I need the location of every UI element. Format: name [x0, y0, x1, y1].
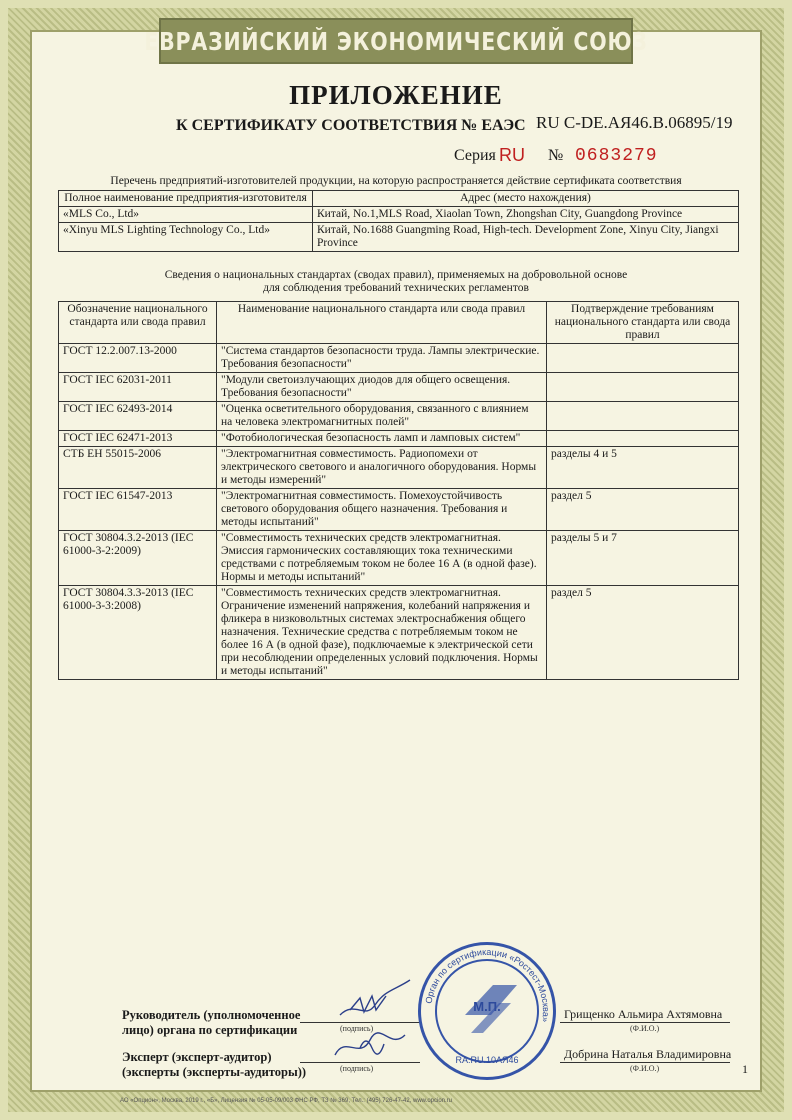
standard-code: СТБ ЕН 55015-2006 — [59, 447, 217, 489]
standard-confirm: разделы 5 и 7 — [547, 531, 739, 586]
table-row — [59, 402, 739, 431]
series-value: RU — [499, 145, 525, 165]
standard-code: ГОСТ IEC 62471-2013 — [59, 431, 217, 447]
standard-name: "Модули светоизлучающих диодов для общего освещения. Требования безопасности" — [217, 373, 547, 402]
header-cell: Обозначение национального стандарта или свода правил — [59, 302, 217, 344]
manufacturer-name: «MLS Co., Ltd» — [59, 207, 313, 223]
table-header-row — [59, 302, 739, 344]
blank-number: 0683279 — [575, 146, 658, 166]
expert-name-caption: (Ф.И.О.) — [630, 1064, 660, 1073]
standard-code: ГОСТ 12.2.007.13-2000 — [59, 344, 217, 373]
handwritten-signatures — [320, 960, 430, 1070]
header-cell: Наименование национального стандарта или свода правил — [217, 302, 547, 344]
standards-title-line-2: для соблюдения требований технических регламентов — [263, 282, 529, 294]
table-row — [59, 431, 739, 447]
standard-name: "Система стандартов безопасности труда. Лампы электрические. Требования безопасности" — [217, 344, 547, 373]
head-label-line-2: лицо) органа по сертификации — [122, 1023, 298, 1037]
header-cell: Полное наименование предприятия-изготовителя — [59, 191, 313, 207]
standards-title-line-1: Сведения о национальных стандартах (сводах правил), применяемых на добровольной основе — [164, 269, 628, 281]
stamp-reg-number: RA.RU.10АЯ46 — [455, 1055, 519, 1065]
eaeu-banner — [144, 18, 648, 64]
expert-name: Добрина Наталья Владимировна — [564, 1047, 732, 1061]
standard-code: ГОСТ 30804.3.2-2013 (IEC 61000-3-2:2009) — [59, 531, 217, 586]
table-row — [59, 223, 739, 252]
standard-name: "Фотобиологическая безопасность ламп и ламповых систем" — [217, 431, 547, 447]
page-number: 1 — [742, 1062, 748, 1076]
table-row — [59, 207, 739, 223]
standard-confirm — [547, 402, 739, 431]
table-header-row — [59, 191, 739, 207]
expert-name-line — [560, 1062, 730, 1063]
expert-label-line-2: (эксперты (эксперты-аудиторы)) — [122, 1065, 307, 1079]
head-label-line-1: Руководитель (уполномоченное — [122, 1008, 301, 1022]
standard-code: ГОСТ IEC 62493-2014 — [59, 402, 217, 431]
expert-label — [122, 1050, 306, 1080]
standard-confirm — [547, 373, 739, 402]
table-row — [59, 586, 739, 680]
series-label: Серия — [454, 147, 496, 164]
table-row — [59, 531, 739, 586]
standard-name: "Совместимость технических средств электромагнитная. Эмиссия гармонических составляющих тока техническими средствами с потребляемым током не более 16 А (в одной фазе). Нормы и методы испытаний" — [217, 531, 547, 586]
header-cell: Адрес (место нахождения) — [313, 191, 739, 207]
standards-table — [58, 301, 739, 680]
standard-code: ГОСТ IEC 61547-2013 — [59, 489, 217, 531]
head-signature-caption: (подпись) — [340, 1024, 374, 1033]
banner-text: ЕВРАЗИЙСКИЙ ЭКОНОМИЧЕСКИЙ СОЮЗ — [144, 26, 648, 56]
standards-section-title — [0, 269, 792, 295]
expert-label-line-1: Эксперт (эксперт-аудитор) — [122, 1050, 272, 1064]
stamp-mp: М.П. — [473, 999, 501, 1014]
standard-confirm: раздел 5 — [547, 586, 739, 680]
standard-code: ГОСТ 30804.3.3-2013 (IEC 61000-3-3:2008) — [59, 586, 217, 680]
standard-name: "Электромагнитная совместимость. Помехоустойчивость светового оборудования общего назначения. Требования и методы испытаний" — [217, 489, 547, 531]
standard-confirm: раздел 5 — [547, 489, 739, 531]
standard-name: "Электромагнитная совместимость. Радиопомехи от электрического светового и аналогичного оборудования. Нормы и методы измерений" — [217, 447, 547, 489]
table-row — [59, 344, 739, 373]
certification-stamp — [418, 942, 556, 1080]
standard-name: "Совместимость технических средств электромагнитная. Ограничение изменений напряжения, колебаний напряжения и фликера в низковольтных системах электроснабжения общего назначения. Технические средства с потребляемым током не более 16 А (в одной фазе), подключаемые к электрической сети при несоблюдении определенных условий подключения. Нормы и методы испытаний" — [217, 586, 547, 680]
standard-confirm — [547, 431, 739, 447]
standard-code: ГОСТ IEC 62031-2011 — [59, 373, 217, 402]
page-title: ПРИЛОЖЕНИЕ — [289, 80, 503, 110]
manufacturers-table — [58, 190, 739, 252]
printer-footer: АО «Опцион», Москва, 2019 г., «Б», Лицензия № 05-05-09/003 ФНС РФ, ТЗ № 369, Тел.: (495) 726-47-42, www.opcion.ru — [120, 1098, 453, 1104]
table-row — [59, 373, 739, 402]
head-name-line — [560, 1022, 730, 1023]
table-row — [59, 447, 739, 489]
expert-signature-caption: (подпись) — [340, 1064, 374, 1073]
stamp-ring-label: Орган по сертификации «Ростест-Москва» — [423, 946, 552, 1023]
manufacturer-address: Китай, No.1688 Guangming Road, High-tech. Development Zone, Xinyu City, Jiangxi Province — [313, 223, 739, 252]
head-label — [122, 1008, 300, 1038]
manufacturers-intro: Перечень предприятий-изготовителей продукции, на которую распространяется действие сертификата соответствия — [110, 175, 682, 187]
standard-name: "Оценка осветительного оборудования, связанного с влиянием на человека электромагнитных полей" — [217, 402, 547, 431]
manufacturer-name: «Xinyu MLS Lighting Technology Co., Ltd» — [59, 223, 313, 252]
head-name-caption: (Ф.И.О.) — [630, 1024, 660, 1033]
certificate-subtitle: К СЕРТИФИКАТУ СООТВЕТСТВИЯ № ЕАЭС — [176, 117, 526, 134]
head-name: Грищенко Альмира Ахтямовна — [564, 1007, 723, 1021]
header-cell: Подтверждение требованиям национального стандарта или свода правил — [547, 302, 739, 344]
table-row — [59, 489, 739, 531]
number-label: № — [548, 147, 564, 164]
standard-confirm: разделы 4 и 5 — [547, 447, 739, 489]
manufacturer-address: Китай, No.1,MLS Road, Xiaolan Town, Zhongshan City, Guangdong Province — [313, 207, 739, 223]
certificate-number: RU C-DE.АЯ46.В.06895/19 — [536, 113, 733, 132]
standard-confirm — [547, 344, 739, 373]
